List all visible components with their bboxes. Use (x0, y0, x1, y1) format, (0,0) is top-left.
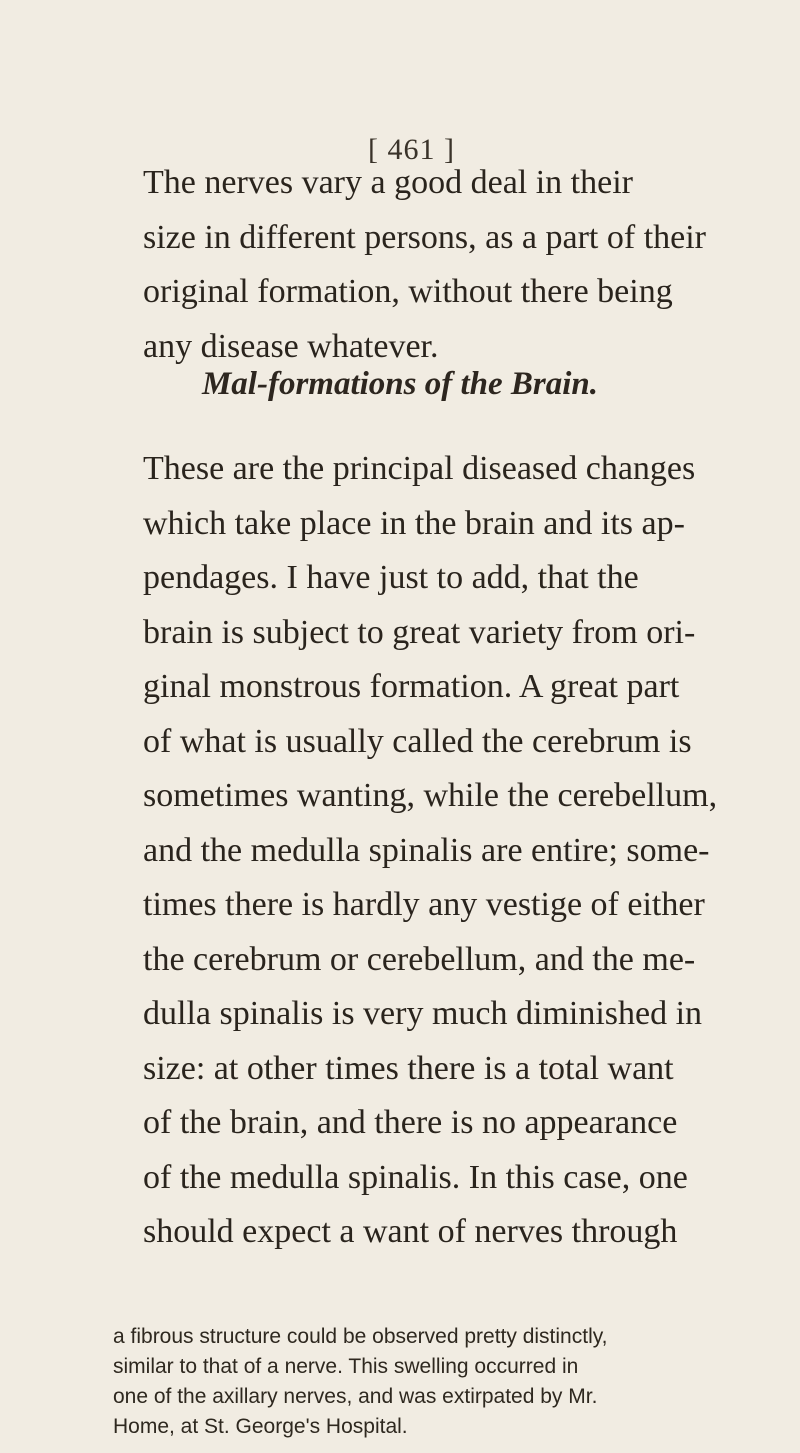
text-line: The nerves vary a good deal in their (143, 164, 633, 201)
text-line: pendages. I have just to add, that the (143, 559, 639, 596)
text-line: These are the principal diseased changes (143, 450, 696, 487)
footnote (113, 1322, 713, 1442)
text-line: size in different persons, as a part of their (143, 218, 707, 256)
text-line: should expect a want of nerves through (143, 1213, 678, 1250)
text-line: size: at other times there is a total want (143, 1049, 674, 1087)
text-line: any disease whatever. (143, 327, 439, 365)
page-number: [ 461 ] (368, 133, 455, 166)
footnote-line: Home, at St. George's Hospital. (113, 1415, 408, 1438)
text-line: of the brain, and there is no appearance (143, 1104, 678, 1141)
text-line: ginal monstrous formation. A great part (143, 668, 680, 705)
footnote-line: similar to that of a nerve. This swelling occurred in (113, 1355, 579, 1378)
text-line: of the medulla spinalis. In this case, one (143, 1158, 688, 1196)
paragraph-malformations (113, 442, 718, 1260)
paragraph-nerves (113, 156, 713, 374)
footnote-line: a fibrous structure could be observed pretty distinctly, (113, 1325, 608, 1348)
footnote-line: one of the axillary nerves, and was extirpated by Mr. (113, 1385, 598, 1408)
section-heading: Mal-formations of the Brain. (201, 366, 599, 402)
text-line: sometimes wanting, while the cerebellum, (143, 777, 718, 814)
text-line: the cerebrum or cerebellum, and the me- (143, 940, 696, 978)
text-line: brain is subject to great variety from ori- (143, 613, 696, 651)
text-line: of what is usually called the cerebrum is (143, 722, 692, 760)
text-line: dulla spinalis is very much diminished in (143, 995, 703, 1032)
text-line: original formation, without there being (143, 273, 673, 310)
text-line: times there is hardly any vestige of either (143, 886, 705, 923)
text-line: and the medulla spinalis are entire; some- (143, 831, 710, 869)
text-line: which take place in the brain and its ap- (143, 504, 685, 542)
